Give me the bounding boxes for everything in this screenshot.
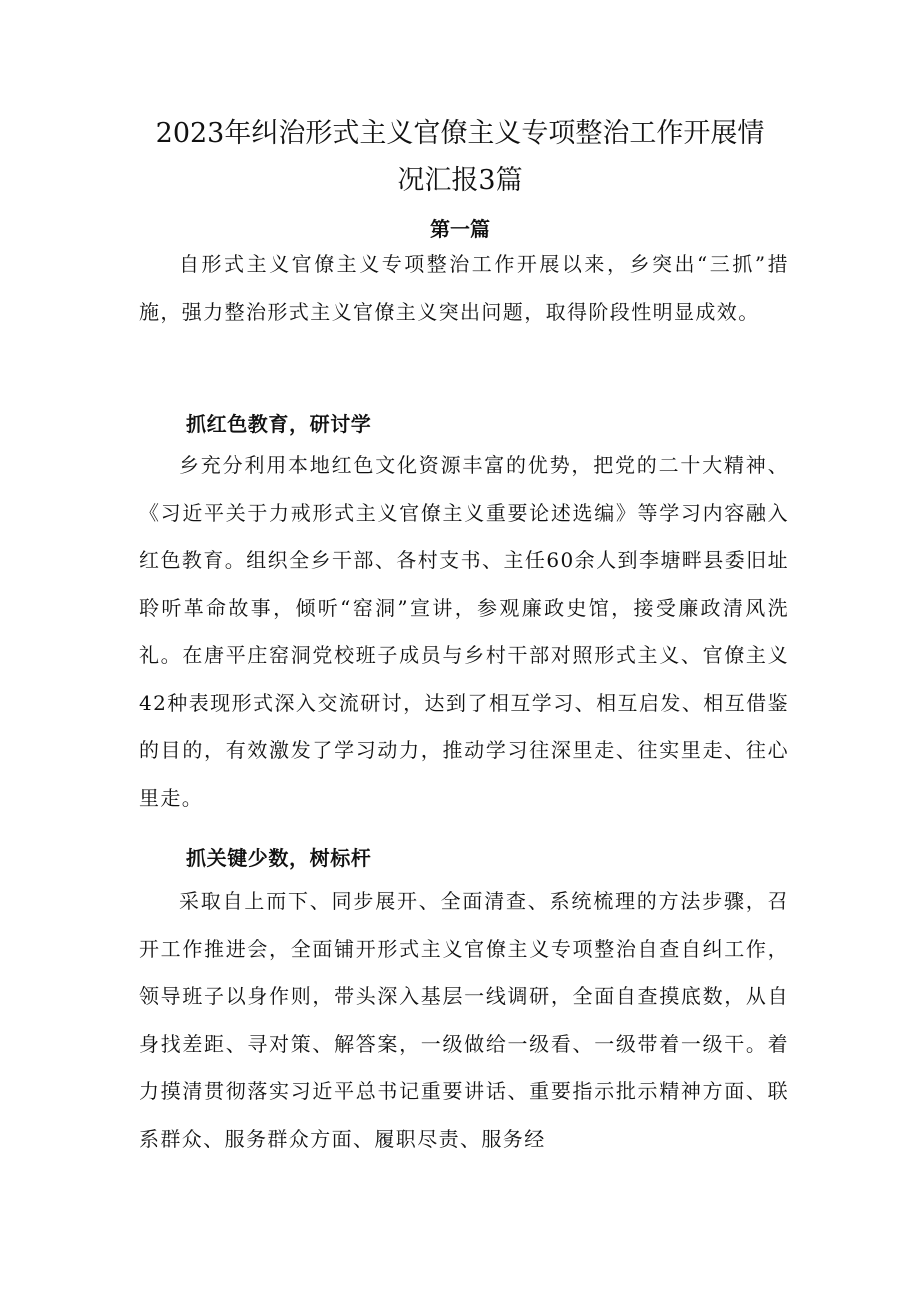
document-title-line-1: 2023年纠治形式主义官僚主义专项整治工作开展情 [155, 118, 765, 149]
section-label: 第一篇 [430, 217, 490, 241]
subheading-red-education: 抓红色教育，研讨学 [186, 412, 372, 436]
red-education-paragraph: 乡充分利用本地红色文化资源丰富的优势，把党的二十大精神、《习近平关于力戒形式主义官僚主义重要论述选编》等学习内容融入红色教育。组织全乡干部、各村支书、主任60余人到李塘畔县委旧址聆听革命故事，倾听“窑洞”宣讲，参观廉政史馆，接受廉政清风洗礼。在唐平庄窑洞党校班子成员与乡村干部对照形式主义、官僚主义42种表现形式深入交流研讨，达到了相互学习、相互启发、相互借鉴的目的，有效激发了学习动力，推动学习往深里走、往实里走、往心里走。 [139, 453, 789, 810]
intro-paragraph: 自形式主义官僚主义专项整治工作开展以来，乡突出“三抓”措施，强力整治形式主义官僚主义突出问题，取得阶段性明显成效。 [139, 252, 789, 324]
key-minority-paragraph: 采取自上而下、同步展开、全面清查、系统梳理的方法步骤，召开工作推进会，全面铺开形式主义官僚主义专项整治自查自纠工作，领导班子以身作则，带头深入基层一线调研，全面自查摸底数，从自身找差距、寻对策、解答案，一级做给一级看、一级带着一级干。着力摸清贯彻落实习近平总书记重要讲话、重要指示批示精神方面、联系群众、服务群众方面、履职尽责、服务经 [139, 889, 789, 1151]
document-title-line-2: 况汇报3篇 [397, 165, 523, 196]
subheading-key-minority: 抓关键少数，树标杆 [186, 846, 372, 870]
